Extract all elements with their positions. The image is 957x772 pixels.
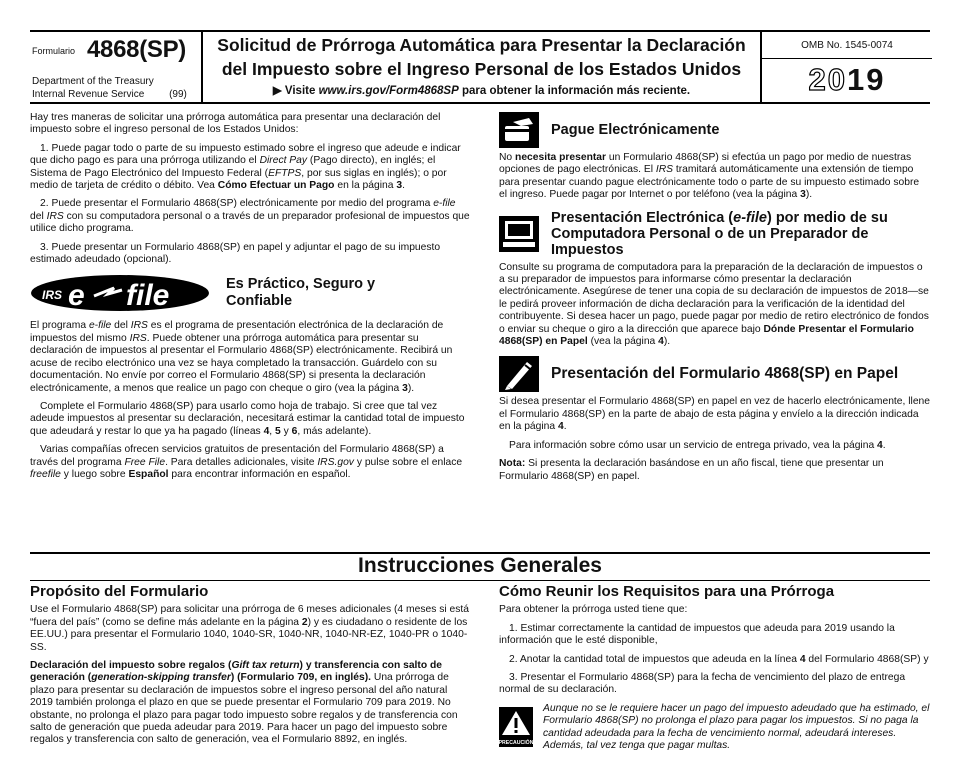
efile-heading-b: ) por medio de su <box>766 209 888 226</box>
dept-line2-row <box>32 89 187 102</box>
sep: y <box>280 425 292 437</box>
req-2-text-b: del Formulario 4868(SP) y <box>805 653 929 665</box>
espanol-link[interactable]: Español <box>128 468 169 480</box>
efile-section-heading-line1 <box>551 210 930 226</box>
logo-file-text: file <box>126 279 170 313</box>
efile-p2-text: Complete el Formulario 4868(SP) para usarlo como hoja de trabajo. Si cree que tal vez adeude impuestos al presentar su declaración, necesitará estimar la cantidad total de impuesto que adeudará y restar lo que ya ha pagado (líneas <box>30 400 465 437</box>
requirements-heading: Cómo Reunir los Requisitos para una Prórroga <box>499 583 835 600</box>
tax-year-outline: 20 <box>808 62 847 97</box>
paper-p1-text-b: . <box>563 421 567 433</box>
purpose-paragraph <box>30 604 470 654</box>
gift-bold-b: ) y transferencia con salto de generación ( <box>30 660 443 684</box>
option-1-text: 1. Puede pagar todo o parte de su impuesto estimado sobre el ingreso que adeude e indicar que dicho pago es para una prórroga utilizando el <box>30 142 461 167</box>
pay-text-d: ). <box>805 189 813 201</box>
sep: , <box>269 425 276 437</box>
efile-p3-text-d: y luego sobre <box>60 468 129 480</box>
efile-p1-text: El programa <box>30 320 89 332</box>
computer-icon <box>499 216 539 252</box>
requirements-intro: Para obtener la prórroga usted tiene que: <box>499 604 688 616</box>
requirements-column <box>499 583 930 752</box>
pay-section-header <box>499 112 930 148</box>
form-title-block <box>203 32 760 102</box>
paper-paragraph-1 <box>499 396 930 433</box>
req-2-text: 2. Anotar la cantidad total de impuestos que adeuda en la línea <box>509 653 800 665</box>
pay-heading: Pague Electrónicamente <box>551 122 720 138</box>
irs-gov-link[interactable]: IRS.gov <box>317 456 354 468</box>
caution-text: Aunque no se le requiere hacer un pago del impuesto adeudado que ha estimado, el Formulario 4868(SP) no prolonga el plazo para pagar los impuestos. Si no paga la cantidad adeudada para la fecha de vencimiento normal, adeudará intereses. Además, tal vez tenga que pagar multas. <box>543 702 930 752</box>
form-title-line2: del Impuesto sobre el Ingreso Personal de los Estados Unidos <box>221 59 742 79</box>
logo-e-text: e <box>68 279 85 313</box>
option-2-text-c: con su computadora personal o a través de un preparador profesional de impuestos que utilice dicho programa. <box>30 210 470 235</box>
efile-paragraph-1 <box>30 320 470 394</box>
form-id-block <box>30 32 203 102</box>
option-2 <box>30 198 470 235</box>
purpose-heading: Propósito del Formulario <box>30 583 209 600</box>
form-word: Formulario <box>32 46 76 56</box>
option-3: 3. Puede presentar un Formulario 4868(SP) en papel y adjuntar el pago de su impuesto estimado adeudado (opcional). <box>30 241 441 266</box>
irs-term: IRS <box>46 210 64 222</box>
efile-p3-text-c: y pulse sobre el enlace <box>353 456 463 468</box>
omb-year-block <box>760 32 930 102</box>
gift-bold-a: Declaración del impuesto sobre regalos ( <box>30 660 232 672</box>
page-ref: 3 <box>396 180 403 192</box>
efile-paragraph-2 <box>30 401 470 438</box>
option-1-text-d: en la página <box>334 180 397 192</box>
general-instructions-title: Instrucciones Generales <box>358 554 602 577</box>
paper-heading: Presentación del Formulario 4868(SP) en Papel <box>551 365 899 383</box>
efile-section-text-c: ). <box>663 336 671 348</box>
dept-line2: Internal Revenue Service <box>32 88 145 100</box>
option-2-text-b: del <box>30 210 47 222</box>
efile-heading-a: Presentación Electrónica ( <box>551 209 734 226</box>
gift-tax-term: Gift tax return <box>231 660 300 672</box>
page-ref: 4 <box>658 336 664 348</box>
option-1-text-c: , por sus siglas en inglés); o por medio de tarjeta de crédito o débito. Vea <box>30 167 447 192</box>
how-to-pay-ref: Cómo Efectuar un Pago <box>217 180 335 192</box>
efile-p1-text-c: es el programa de presentación electrónica de la declaración de impuestos del mismo <box>30 320 444 344</box>
dept-line1: Department of the Treasury <box>32 76 154 87</box>
pen-icon <box>499 356 539 392</box>
requirement-2 <box>499 654 930 666</box>
efile-term: e-file <box>433 198 456 210</box>
line-ref: 6 <box>291 425 298 437</box>
efile-banner <box>30 274 470 312</box>
tax-year <box>762 62 932 98</box>
direct-pay-term: Direct Pay <box>259 155 308 167</box>
general-bottom-rule <box>30 580 930 581</box>
paper-p1-text: Si desea presentar el Formulario 4868(SP) en papel en vez de hacerlo electrónicamente, llene el Formulario 4868(SP) en la parte de abajo de esta página y envíelo a la dirección indicada en la página <box>499 396 931 433</box>
left-column <box>30 112 470 487</box>
irs-term: IRS <box>130 320 148 332</box>
intro-paragraph: Hay tres maneras de solicitar una prórroga automática para presentar una declaración del impuesto sobre el ingreso personal de los Estados Unidos: <box>30 112 441 136</box>
gift-tax-paragraph <box>30 660 470 747</box>
option-1-text-e: . <box>402 180 405 192</box>
note-label: Nota: <box>499 458 526 470</box>
caution-box <box>499 703 930 753</box>
efile-p3-text-b: . Para detalles adicionales, visite <box>165 456 318 468</box>
omb-divider <box>762 58 932 59</box>
free-file-term: Free File <box>124 456 166 468</box>
efile-section-paragraph <box>499 262 930 349</box>
option-1 <box>30 143 470 193</box>
caution-label: PRECAUCIÓN <box>499 739 533 746</box>
requirement-1: 1. Estimar correctamente la cantidad de impuestos que adeuda para 2019 usando la información que le esté disponible, <box>499 622 895 647</box>
paper-p2-text: Para información sobre cómo usar un servicio de entrega privado, vea la página <box>509 439 878 451</box>
credit-card-icon <box>499 112 539 148</box>
irs-term: IRS <box>655 164 674 176</box>
efile-section-text-b: (vea la página <box>587 336 659 348</box>
paper-note <box>499 458 930 483</box>
paper-paragraph-2 <box>499 440 930 452</box>
efile-section-text: Consulte su programa de computadora para la preparación de la declaración de impuestos o a su preparador de impuestos para informarse cómo presentar la declaración electrónicamente. Asegúrese de tener una copia de su declaración de impuestos de 2018—se le pedirá proveer información de dicha declaración para la verificación de la identidad del contribuyente. Si desea hacer un pago, puede pagar por medio de retiro electrónico de fondos o enviar su cheque o giro a la dirección que aparece bajo <box>499 261 929 335</box>
form-title-line1: Solicitud de Prórroga Automática para Presentar la Declaración <box>217 35 746 55</box>
line-ref: 4 <box>263 425 270 437</box>
page-ref: 4 <box>877 439 883 451</box>
gift-tax-text: Una prórroga de plazo para presentar su declaración de impuestos sobre el ingreso personal del año natural 2019 también prolonga el plazo en que se puede presentar el Formulario 709 para 2019. No obstante, no prolonga el plazo para pagar todo impuesto sobre regalos y de transferencia con salto de generación que pueda adeudar para 2019. Para hacer un pago del impuesto sobre regalos y transferencia con salto de generación, vea el Formulario 8892, en inglés. <box>30 672 458 746</box>
requirement-3: 3. Presentar el Formulario 4868(SP) para la fecha de vencimiento del plazo de entrega normal de su declaración. <box>499 672 906 696</box>
visit-suffix: para obtener la información más reciente. <box>458 85 691 97</box>
line-ref: 5 <box>275 425 281 437</box>
purpose-column <box>30 583 470 753</box>
efile-p1-text-e: ). <box>407 382 415 394</box>
paper-section-header <box>499 356 930 392</box>
efile-paragraph-3 <box>30 444 470 481</box>
option-1-text-b: (Pago directo), en inglés; el Sistema de Pago Electrónico del Impuesto Federal ( <box>30 155 436 179</box>
note-text: Si presenta la declaración basándose en un año fiscal, tiene que presentar un Formulario 4868(SP) en papel. <box>499 458 884 482</box>
pay-paragraph <box>499 152 930 202</box>
efile-heading-line2: Confiable <box>226 293 293 310</box>
efile-section-header <box>499 210 930 258</box>
visit-line <box>203 83 760 97</box>
gst-term: generation-skipping transfer <box>91 672 231 684</box>
visit-url[interactable]: www.irs.gov/Form4868SP <box>318 85 459 97</box>
pay-text-b: un Formulario 4868(SP) si efectúa un pago por medio de nuestras opciones de pago electrónicas. El <box>499 152 912 176</box>
purpose-text-b: ) y es ciudadano o residente de los EE.UU.) para presentar el Formulario 1040, 1040-SR, 1040-NR, 1040-NR-EZ, 1040-PR o 1040-SS. <box>30 616 468 653</box>
where-to-file-ref: Dónde Presentar el Formulario 4868(SP) en Papel <box>499 323 914 348</box>
pay-text-c: tramitará automáticamente una extensión de tiempo para presentar cuando pague electrónicamente todo o parte de su impuesto estimado sobre el ingreso. Puede pagar por Internet o por teléfono (vea la página <box>499 164 920 201</box>
paper-p2-text-b: . <box>882 439 886 451</box>
efile-p1-text-d: . Puede obtener una prórroga automática para presentar su declaración de impuestos al presentar el Formulario 4868(SP) electrónicamente. Recibirá un acuse de recibo electrónico una vez se haya completado la transacción. Guárdelo con su documentación. No envíe por correo el Formulario 4868(SP) si presenta la declaración electrónicamente, a menos que realice un pago con cheque o giro (vea la página <box>30 332 453 394</box>
warning-icon <box>499 707 533 747</box>
efile-heading-term: e-file <box>733 209 767 226</box>
efile-p1-text-b: del <box>111 320 131 332</box>
agency-block <box>32 76 187 101</box>
efile-heading-line1: Es Práctico, Seguro y <box>226 276 376 293</box>
efile-section-heading-line2: Computadora Personal o de un Preparador de Impuestos <box>551 225 869 258</box>
irs-efile-logo <box>30 274 210 312</box>
efile-p3-text: Varias compañías ofrecen servicios gratuitos de presentación del Formulario 4868(SP) a través del programa <box>30 444 444 468</box>
option-2-text: 2. Puede presentar el Formulario 4868(SP) electrónicamente por medio del programa <box>40 198 434 210</box>
efile-term: e-file <box>88 320 112 332</box>
freefile-link[interactable]: freefile <box>30 468 61 480</box>
efile-p2-text-b: , más adelante). <box>297 425 372 437</box>
omb-number: OMB No. 1545-0074 <box>801 40 893 51</box>
logo-irs-text: IRS <box>42 288 63 303</box>
right-column <box>499 112 930 489</box>
efile-section-heading <box>551 210 930 258</box>
dept-code: (99) <box>169 88 187 100</box>
tax-year-solid: 19 <box>847 62 886 97</box>
pay-bold: necesita presentar <box>515 152 607 163</box>
page-ref: 2 <box>301 616 308 628</box>
eftps-term: EFTPS <box>268 167 302 179</box>
gift-bold-c: ) (Formulario 709, en inglés). <box>230 672 372 684</box>
line-ref: 4 <box>799 653 806 665</box>
irs-term: IRS <box>129 332 147 344</box>
efile-heading <box>226 276 375 310</box>
efile-p3-text-e: para encontrar información en español. <box>168 468 351 480</box>
page-ref: 3 <box>800 189 806 201</box>
pay-text: No <box>499 152 516 163</box>
page-ref: 3 <box>402 382 408 394</box>
form-header <box>30 30 930 104</box>
form-number: 4868(SP) <box>87 36 186 63</box>
page-ref: 4 <box>557 421 564 433</box>
purpose-text: Use el Formulario 4868(SP) para solicitar una prórroga de 6 meses adicionales (4 meses si está “fuera del país” (como se define más adelante en la página <box>30 604 469 628</box>
visit-prefix: ▶ Visite <box>272 85 319 97</box>
